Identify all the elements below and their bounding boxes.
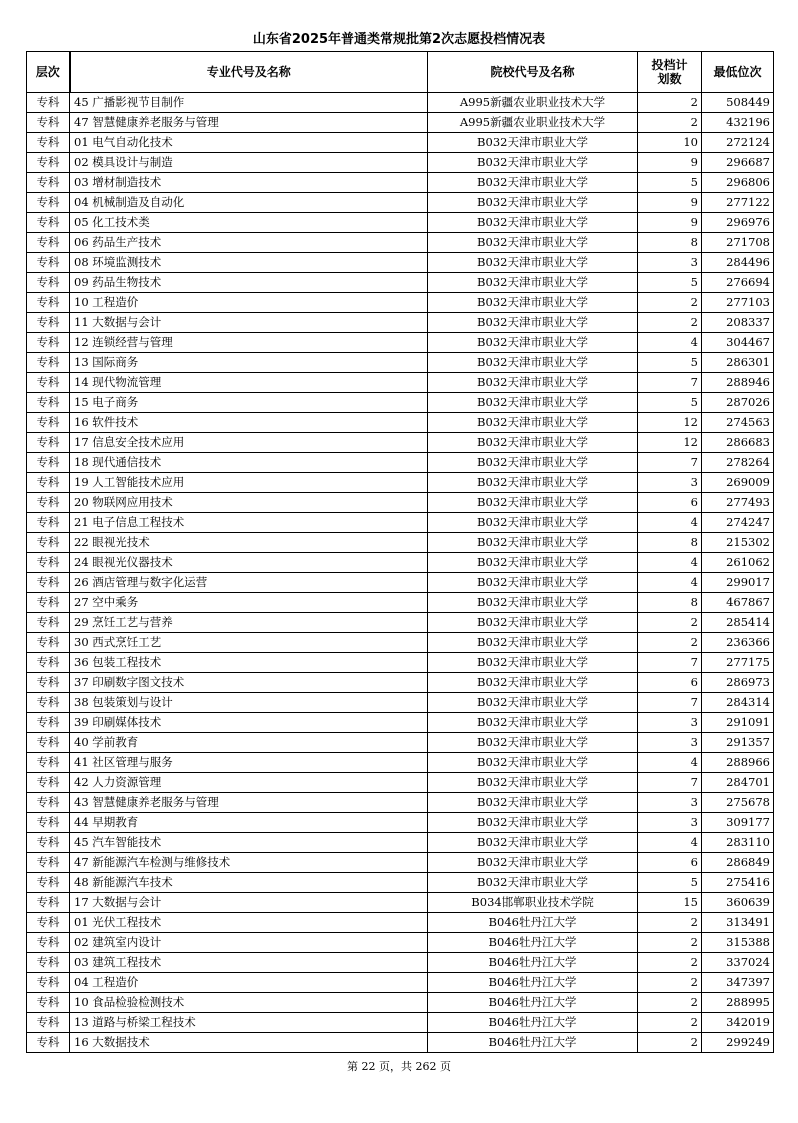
level-cell: 专科 — [27, 653, 70, 673]
plan-cell: 12 — [638, 433, 702, 453]
major-cell: 10 工程造价 — [70, 293, 428, 313]
rank-cell: 299249 — [702, 1033, 774, 1053]
plan-cell: 6 — [638, 853, 702, 873]
major-cell: 29 烹饪工艺与营养 — [70, 613, 428, 633]
page-title: 山东省2025年普通类常规批第2次志愿投档情况表 — [252, 32, 546, 47]
table-row — [27, 193, 774, 213]
table-row — [27, 653, 774, 673]
major-cell: 41 社区管理与服务 — [70, 753, 428, 773]
level-cell: 专科 — [27, 233, 70, 253]
plan-cell: 4 — [638, 833, 702, 853]
plan-cell: 5 — [638, 173, 702, 193]
major-cell: 04 工程造价 — [70, 973, 428, 993]
major-cell: 05 化工技术类 — [70, 213, 428, 233]
plan-cell: 15 — [638, 893, 702, 913]
rank-cell: 304467 — [702, 333, 774, 353]
major-cell: 01 电气自动化技术 — [70, 133, 428, 153]
plan-cell: 12 — [638, 413, 702, 433]
plan-cell: 8 — [638, 533, 702, 553]
major-cell: 10 食品检验检测技术 — [70, 993, 428, 1013]
level-cell: 专科 — [27, 573, 70, 593]
level-cell: 专科 — [27, 413, 70, 433]
admission-table — [26, 51, 774, 1053]
table-body — [27, 93, 774, 1053]
plan-cell: 2 — [638, 1033, 702, 1053]
table-row — [27, 793, 774, 813]
header-school: 院校代号及名称 — [428, 52, 638, 93]
plan-cell: 7 — [638, 773, 702, 793]
table-row — [27, 153, 774, 173]
table-row — [27, 753, 774, 773]
level-cell: 专科 — [27, 693, 70, 713]
level-cell: 专科 — [27, 393, 70, 413]
plan-cell: 2 — [638, 113, 702, 133]
school-cell: B032天津市职业大学 — [428, 133, 638, 153]
table-row — [27, 353, 774, 373]
plan-cell: 3 — [638, 733, 702, 753]
plan-cell: 3 — [638, 813, 702, 833]
rank-cell: 291091 — [702, 713, 774, 733]
level-cell: 专科 — [27, 813, 70, 833]
level-cell: 专科 — [27, 493, 70, 513]
table-row — [27, 333, 774, 353]
rank-cell: 236366 — [702, 633, 774, 653]
plan-cell: 7 — [638, 373, 702, 393]
rank-cell: 296976 — [702, 213, 774, 233]
school-cell: B032天津市职业大学 — [428, 853, 638, 873]
rank-cell: 313491 — [702, 913, 774, 933]
school-cell: B032天津市职业大学 — [428, 773, 638, 793]
table-row — [27, 613, 774, 633]
table-row — [27, 873, 774, 893]
rank-cell: 278264 — [702, 453, 774, 473]
major-cell: 11 大数据与会计 — [70, 313, 428, 333]
rank-cell: 274247 — [702, 513, 774, 533]
major-cell: 39 印刷媒体技术 — [70, 713, 428, 733]
rank-cell: 283110 — [702, 833, 774, 853]
level-cell: 专科 — [27, 673, 70, 693]
level-cell: 专科 — [27, 953, 70, 973]
school-cell: B032天津市职业大学 — [428, 753, 638, 773]
school-cell: B032天津市职业大学 — [428, 333, 638, 353]
school-cell: B046牡丹江大学 — [428, 993, 638, 1013]
rank-cell: 284314 — [702, 693, 774, 713]
major-cell: 18 现代通信技术 — [70, 453, 428, 473]
level-cell: 专科 — [27, 633, 70, 653]
level-cell: 专科 — [27, 333, 70, 353]
plan-cell: 2 — [638, 913, 702, 933]
school-cell: B032天津市职业大学 — [428, 393, 638, 413]
school-cell: B032天津市职业大学 — [428, 653, 638, 673]
plan-cell: 3 — [638, 253, 702, 273]
level-cell: 专科 — [27, 933, 70, 953]
plan-cell: 2 — [638, 613, 702, 633]
table-row — [27, 1033, 774, 1053]
plan-cell: 8 — [638, 593, 702, 613]
rank-cell: 291357 — [702, 733, 774, 753]
level-cell: 专科 — [27, 273, 70, 293]
rank-cell: 287026 — [702, 393, 774, 413]
plan-cell: 2 — [638, 1013, 702, 1033]
plan-cell: 2 — [638, 973, 702, 993]
table-row — [27, 533, 774, 553]
plan-cell: 5 — [638, 353, 702, 373]
school-cell: B046牡丹江大学 — [428, 973, 638, 993]
rank-cell: 337024 — [702, 953, 774, 973]
page-footer: 第 22 页，共 262 页 — [347, 1060, 451, 1073]
plan-cell: 7 — [638, 653, 702, 673]
table-row — [27, 373, 774, 393]
level-cell: 专科 — [27, 153, 70, 173]
major-cell: 43 智慧健康养老服务与管理 — [70, 793, 428, 813]
plan-cell: 3 — [638, 713, 702, 733]
level-cell: 专科 — [27, 593, 70, 613]
school-cell: B032天津市职业大学 — [428, 553, 638, 573]
major-cell: 40 学前教育 — [70, 733, 428, 753]
level-cell: 专科 — [27, 853, 70, 873]
level-cell: 专科 — [27, 533, 70, 553]
rank-cell: 286301 — [702, 353, 774, 373]
plan-cell: 2 — [638, 933, 702, 953]
major-cell: 20 物联网应用技术 — [70, 493, 428, 513]
school-cell: B032天津市职业大学 — [428, 473, 638, 493]
plan-cell: 2 — [638, 633, 702, 653]
major-cell: 13 道路与桥梁工程技术 — [70, 1013, 428, 1033]
rank-cell: 360639 — [702, 893, 774, 913]
level-cell: 专科 — [27, 313, 70, 333]
school-cell: B032天津市职业大学 — [428, 173, 638, 193]
rank-cell: 288966 — [702, 753, 774, 773]
major-cell: 47 新能源汽车检测与维修技术 — [70, 853, 428, 873]
table-row — [27, 853, 774, 873]
table-row — [27, 833, 774, 853]
rank-cell: 276694 — [702, 273, 774, 293]
header-level: 层次 — [27, 52, 70, 93]
rank-cell: 286973 — [702, 673, 774, 693]
table-row — [27, 133, 774, 153]
school-cell: A995新疆农业职业技术大学 — [428, 113, 638, 133]
level-cell: 专科 — [27, 253, 70, 273]
table-header-row — [27, 52, 774, 93]
table-row — [27, 553, 774, 573]
major-cell: 36 包装工程技术 — [70, 653, 428, 673]
major-cell: 02 模具设计与制造 — [70, 153, 428, 173]
rank-cell: 288995 — [702, 993, 774, 1013]
school-cell: B032天津市职业大学 — [428, 233, 638, 253]
table-row — [27, 253, 774, 273]
major-cell: 26 酒店管理与数字化运营 — [70, 573, 428, 593]
plan-cell: 2 — [638, 293, 702, 313]
table-row — [27, 673, 774, 693]
header-rank: 最低位次 — [702, 52, 774, 93]
school-cell: B046牡丹江大学 — [428, 933, 638, 953]
plan-cell: 10 — [638, 133, 702, 153]
plan-cell: 6 — [638, 673, 702, 693]
plan-cell: 2 — [638, 953, 702, 973]
major-cell: 06 药品生产技术 — [70, 233, 428, 253]
rank-cell: 315388 — [702, 933, 774, 953]
level-cell: 专科 — [27, 993, 70, 1013]
school-cell: B032天津市职业大学 — [428, 313, 638, 333]
school-cell: B032天津市职业大学 — [428, 293, 638, 313]
rank-cell: 277103 — [702, 293, 774, 313]
table-row — [27, 273, 774, 293]
level-cell: 专科 — [27, 773, 70, 793]
school-cell: B032天津市职业大学 — [428, 353, 638, 373]
school-cell: B032天津市职业大学 — [428, 253, 638, 273]
level-cell: 专科 — [27, 873, 70, 893]
rank-cell: 215302 — [702, 533, 774, 553]
school-cell: B032天津市职业大学 — [428, 813, 638, 833]
school-cell: B032天津市职业大学 — [428, 373, 638, 393]
rank-cell: 271708 — [702, 233, 774, 253]
table-row — [27, 433, 774, 453]
school-cell: B032天津市职业大学 — [428, 673, 638, 693]
level-cell: 专科 — [27, 713, 70, 733]
table-row — [27, 313, 774, 333]
school-cell: B046牡丹江大学 — [428, 913, 638, 933]
major-cell: 22 眼视光技术 — [70, 533, 428, 553]
rank-cell: 277122 — [702, 193, 774, 213]
rank-cell: 274563 — [702, 413, 774, 433]
major-cell: 03 建筑工程技术 — [70, 953, 428, 973]
table-row — [27, 993, 774, 1013]
plan-cell: 2 — [638, 993, 702, 1013]
school-cell: B046牡丹江大学 — [428, 953, 638, 973]
table-row — [27, 173, 774, 193]
level-cell: 专科 — [27, 373, 70, 393]
level-cell: 专科 — [27, 193, 70, 213]
plan-cell: 7 — [638, 453, 702, 473]
school-cell: B032天津市职业大学 — [428, 433, 638, 453]
major-cell: 48 新能源汽车技术 — [70, 873, 428, 893]
school-cell: B032天津市职业大学 — [428, 613, 638, 633]
school-cell: B032天津市职业大学 — [428, 873, 638, 893]
table-row — [27, 113, 774, 133]
header-major: 专业代号及名称 — [70, 52, 428, 93]
level-cell: 专科 — [27, 893, 70, 913]
level-cell: 专科 — [27, 793, 70, 813]
school-cell: B032天津市职业大学 — [428, 733, 638, 753]
table-row — [27, 633, 774, 653]
major-cell: 04 机械制造及自动化 — [70, 193, 428, 213]
school-cell: B046牡丹江大学 — [428, 1013, 638, 1033]
school-cell: A995新疆农业职业技术大学 — [428, 93, 638, 113]
rank-cell: 286849 — [702, 853, 774, 873]
major-cell: 02 建筑室内设计 — [70, 933, 428, 953]
major-cell: 12 连锁经营与管理 — [70, 333, 428, 353]
table-row — [27, 713, 774, 733]
major-cell: 17 信息安全技术应用 — [70, 433, 428, 453]
rank-cell: 272124 — [702, 133, 774, 153]
plan-cell: 2 — [638, 313, 702, 333]
plan-cell: 9 — [638, 193, 702, 213]
school-cell: B032天津市职业大学 — [428, 633, 638, 653]
rank-cell: 296687 — [702, 153, 774, 173]
major-cell: 01 光伏工程技术 — [70, 913, 428, 933]
plan-cell: 3 — [638, 473, 702, 493]
school-cell: B032天津市职业大学 — [428, 413, 638, 433]
major-cell: 16 软件技术 — [70, 413, 428, 433]
plan-cell: 4 — [638, 573, 702, 593]
school-cell: B032天津市职业大学 — [428, 273, 638, 293]
header-plan-label: 投档计划数 — [651, 58, 688, 86]
major-cell: 42 人力资源管理 — [70, 773, 428, 793]
rank-cell: 347397 — [702, 973, 774, 993]
school-cell: B032天津市职业大学 — [428, 153, 638, 173]
rank-cell: 284701 — [702, 773, 774, 793]
plan-cell: 5 — [638, 273, 702, 293]
level-cell: 专科 — [27, 1013, 70, 1033]
rank-cell: 269009 — [702, 473, 774, 493]
rank-cell: 296806 — [702, 173, 774, 193]
major-cell: 13 国际商务 — [70, 353, 428, 373]
table-row — [27, 473, 774, 493]
table-row — [27, 693, 774, 713]
major-cell: 09 药品生物技术 — [70, 273, 428, 293]
level-cell: 专科 — [27, 833, 70, 853]
school-cell: B032天津市职业大学 — [428, 573, 638, 593]
level-cell: 专科 — [27, 173, 70, 193]
rank-cell: 275678 — [702, 793, 774, 813]
level-cell: 专科 — [27, 753, 70, 773]
major-cell: 16 大数据技术 — [70, 1033, 428, 1053]
school-cell: B032天津市职业大学 — [428, 593, 638, 613]
level-cell: 专科 — [27, 733, 70, 753]
rank-cell: 284496 — [702, 253, 774, 273]
level-cell: 专科 — [27, 553, 70, 573]
plan-cell: 9 — [638, 153, 702, 173]
table-row — [27, 413, 774, 433]
school-cell: B032天津市职业大学 — [428, 493, 638, 513]
school-cell: B032天津市职业大学 — [428, 833, 638, 853]
table-row — [27, 973, 774, 993]
rank-cell: 299017 — [702, 573, 774, 593]
table-row — [27, 93, 774, 113]
table-row — [27, 513, 774, 533]
header-plan — [638, 52, 702, 93]
level-cell: 专科 — [27, 453, 70, 473]
plan-cell: 7 — [638, 693, 702, 713]
level-cell: 专科 — [27, 613, 70, 633]
table-row — [27, 933, 774, 953]
plan-cell: 4 — [638, 333, 702, 353]
table-row — [27, 213, 774, 233]
level-cell: 专科 — [27, 433, 70, 453]
rank-cell: 261062 — [702, 553, 774, 573]
major-cell: 08 环境监测技术 — [70, 253, 428, 273]
major-cell: 37 印刷数字图文技术 — [70, 673, 428, 693]
table-row — [27, 893, 774, 913]
major-cell: 44 早期教育 — [70, 813, 428, 833]
major-cell: 45 广播影视节目制作 — [70, 93, 428, 113]
school-cell: B032天津市职业大学 — [428, 793, 638, 813]
level-cell: 专科 — [27, 213, 70, 233]
plan-cell: 4 — [638, 553, 702, 573]
rank-cell: 467867 — [702, 593, 774, 613]
rank-cell: 208337 — [702, 313, 774, 333]
major-cell: 47 智慧健康养老服务与管理 — [70, 113, 428, 133]
plan-cell: 3 — [638, 793, 702, 813]
level-cell: 专科 — [27, 93, 70, 113]
major-cell: 30 西式烹饪工艺 — [70, 633, 428, 653]
table-row — [27, 813, 774, 833]
school-cell: B032天津市职业大学 — [428, 533, 638, 553]
rank-cell: 508449 — [702, 93, 774, 113]
plan-cell: 5 — [638, 393, 702, 413]
rank-cell: 309177 — [702, 813, 774, 833]
school-cell: B032天津市职业大学 — [428, 213, 638, 233]
level-cell: 专科 — [27, 473, 70, 493]
school-cell: B046牡丹江大学 — [428, 1033, 638, 1053]
plan-cell: 5 — [638, 873, 702, 893]
major-cell: 38 包装策划与设计 — [70, 693, 428, 713]
major-cell: 15 电子商务 — [70, 393, 428, 413]
rank-cell: 432196 — [702, 113, 774, 133]
major-cell: 24 眼视光仪器技术 — [70, 553, 428, 573]
level-cell: 专科 — [27, 913, 70, 933]
rank-cell: 277175 — [702, 653, 774, 673]
table-row — [27, 573, 774, 593]
level-cell: 专科 — [27, 113, 70, 133]
level-cell: 专科 — [27, 973, 70, 993]
table-row — [27, 393, 774, 413]
table-row — [27, 493, 774, 513]
table-row — [27, 953, 774, 973]
school-cell: B032天津市职业大学 — [428, 713, 638, 733]
major-cell: 17 大数据与会计 — [70, 893, 428, 913]
table-row — [27, 773, 774, 793]
level-cell: 专科 — [27, 133, 70, 153]
level-cell: 专科 — [27, 353, 70, 373]
rank-cell: 275416 — [702, 873, 774, 893]
plan-cell: 2 — [638, 93, 702, 113]
table-row — [27, 233, 774, 253]
level-cell: 专科 — [27, 293, 70, 313]
school-cell: B032天津市职业大学 — [428, 513, 638, 533]
plan-cell: 9 — [638, 213, 702, 233]
plan-cell: 6 — [638, 493, 702, 513]
table-row — [27, 1013, 774, 1033]
rank-cell: 342019 — [702, 1013, 774, 1033]
major-cell: 27 空中乘务 — [70, 593, 428, 613]
rank-cell: 286683 — [702, 433, 774, 453]
rank-cell: 285414 — [702, 613, 774, 633]
table-row — [27, 593, 774, 613]
major-cell: 21 电子信息工程技术 — [70, 513, 428, 533]
major-cell: 14 现代物流管理 — [70, 373, 428, 393]
rank-cell: 277493 — [702, 493, 774, 513]
plan-cell: 8 — [638, 233, 702, 253]
school-cell: B032天津市职业大学 — [428, 453, 638, 473]
level-cell: 专科 — [27, 1033, 70, 1053]
table-row — [27, 293, 774, 313]
major-cell: 19 人工智能技术应用 — [70, 473, 428, 493]
plan-cell: 4 — [638, 513, 702, 533]
table-row — [27, 913, 774, 933]
school-cell: B034邯郸职业技术学院 — [428, 893, 638, 913]
school-cell: B032天津市职业大学 — [428, 693, 638, 713]
table-row — [27, 453, 774, 473]
school-cell: B032天津市职业大学 — [428, 193, 638, 213]
level-cell: 专科 — [27, 513, 70, 533]
plan-cell: 4 — [638, 753, 702, 773]
rank-cell: 288946 — [702, 373, 774, 393]
major-cell: 03 增材制造技术 — [70, 173, 428, 193]
table-row — [27, 733, 774, 753]
major-cell: 45 汽车智能技术 — [70, 833, 428, 853]
